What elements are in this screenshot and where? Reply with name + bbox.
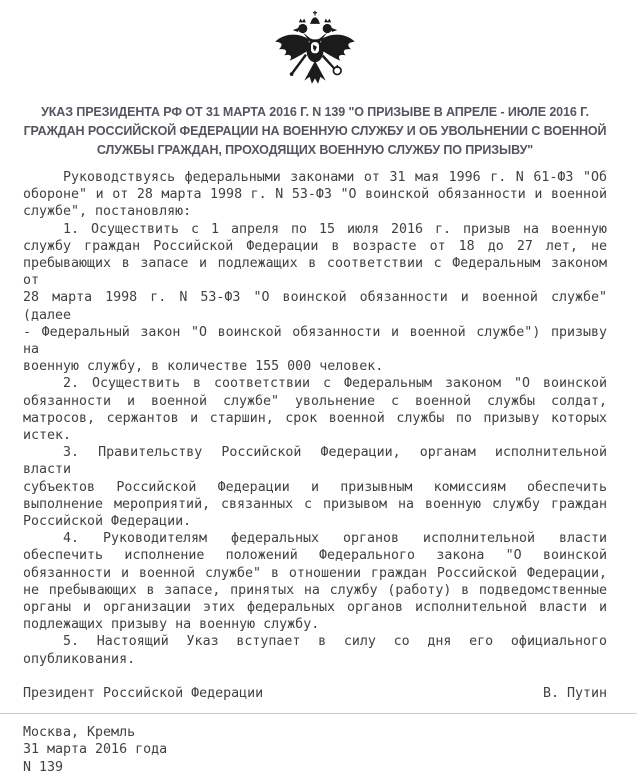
decree-line: обязанности и военной службе" увольнение с военной службы солдат, bbox=[23, 393, 607, 409]
decree-number: N 139 bbox=[23, 759, 64, 775]
decree-line: не пребывающих в запасе, принятых на службу (работу) в подведомственные bbox=[23, 582, 607, 598]
decree-line: 5. Настоящий Указ вступает в силу со дня его официального bbox=[63, 634, 607, 650]
decree-title: УКАЗ ПРЕЗИДЕНТА РФ ОТ 31 МАРТА 2016 Г. N 139 "О ПРИЗЫВЕ В АПРЕЛЕ - ИЮЛЕ 2016 Г. ГРАЖДАН РОССИЙСКОЙ ФЕДЕРАЦИИ НА ВОЕННУЮ СЛУЖБУ И ОБ УВОЛЬНЕНИИ С ВОЕННОЙ СЛУЖБЫ ГРАЖДАН, ПРОХОДЯЩИХ ВОЕННУЮ СЛУЖБУ ПО ПРИЗЫВУ" bbox=[23, 105, 607, 157]
decree-line: 2. Осуществить в соответствии с Федеральным законом "О воинской bbox=[63, 376, 607, 392]
decree-paragraph bbox=[23, 633, 607, 667]
decree-line: 4. Руководителям федеральных органов исполнительной власти bbox=[63, 531, 607, 547]
decree-footer bbox=[23, 724, 607, 776]
decree-line: выполнение мероприятий, связанных с призывом на военную службу граждан bbox=[23, 496, 607, 512]
decree-line: обязанности и военной службе" в отношении граждан Российской Федерации, bbox=[23, 565, 607, 581]
decree-line: подлежащих призыву на военную службу. bbox=[23, 617, 320, 633]
russian-coat-of-arms-icon bbox=[269, 10, 361, 90]
decree-line: военную службу, в количестве 155 000 человек. bbox=[23, 359, 384, 375]
decree-line: истек. bbox=[23, 428, 72, 444]
decree-line: опубликования. bbox=[23, 651, 136, 667]
issue-date: 31 марта 2016 года bbox=[23, 742, 168, 758]
decree-paragraph bbox=[23, 375, 607, 444]
signature-row bbox=[23, 685, 607, 702]
decree-body bbox=[23, 169, 607, 776]
issue-place: Москва, Кремль bbox=[23, 725, 136, 741]
decree-line: - Федеральный закон "О воинской обязанности и военной службе") призыву на bbox=[23, 324, 607, 358]
decree-line: 1. Осуществить с 1 апреля по 15 июля 2016 г. призыв на военную bbox=[63, 221, 607, 237]
decree-paragraph bbox=[23, 444, 607, 530]
decree-line: обороне" и от 28 марта 1998 г. N 53-ФЗ "О воинской обязанности и военной bbox=[23, 187, 607, 203]
decree-paragraph bbox=[23, 530, 607, 633]
decree-line: органы и организации этих федеральных органов исполнительной власти и bbox=[23, 600, 607, 616]
coat-of-arms-container bbox=[23, 10, 607, 90]
decree-paragraphs bbox=[23, 169, 607, 668]
decree-line: 28 марта 1998 г. N 53-ФЗ "О воинской обязанности и военной службе" (далее bbox=[23, 290, 607, 323]
decree-line: субъектов Российской Федерации и призывным комиссиям обеспечить bbox=[23, 479, 607, 495]
decree-paragraph bbox=[23, 169, 607, 221]
bottom-divider bbox=[0, 713, 637, 714]
signature-position: Президент Российской Федерации bbox=[23, 685, 264, 701]
decree-line: матросов, сержантов и старшин, срок военной службы по призыву которых bbox=[23, 410, 607, 426]
decree-line: пребывающих в запасе и подлежащих в соответствии с Федеральным законом от bbox=[23, 256, 607, 289]
signature-name: В. Путин bbox=[542, 685, 607, 701]
decree-line: Руководствуясь федеральными законами от 31 мая 1996 г. N 61-ФЗ "Об bbox=[63, 170, 607, 185]
decree-line: обеспечить исполнение положений Федерального закона "О воинской bbox=[23, 548, 607, 564]
decree-line: 3. Правительству Российской Федерации, органам исполнительной власти bbox=[23, 445, 607, 478]
decree-line: службу граждан Российской Федерации в возрасте от 18 до 27 лет, не bbox=[23, 238, 607, 254]
decree-line: Российской Федерации. bbox=[23, 514, 192, 530]
decree-line: службе", постановляю: bbox=[23, 204, 192, 220]
decree-paragraph bbox=[23, 221, 607, 376]
